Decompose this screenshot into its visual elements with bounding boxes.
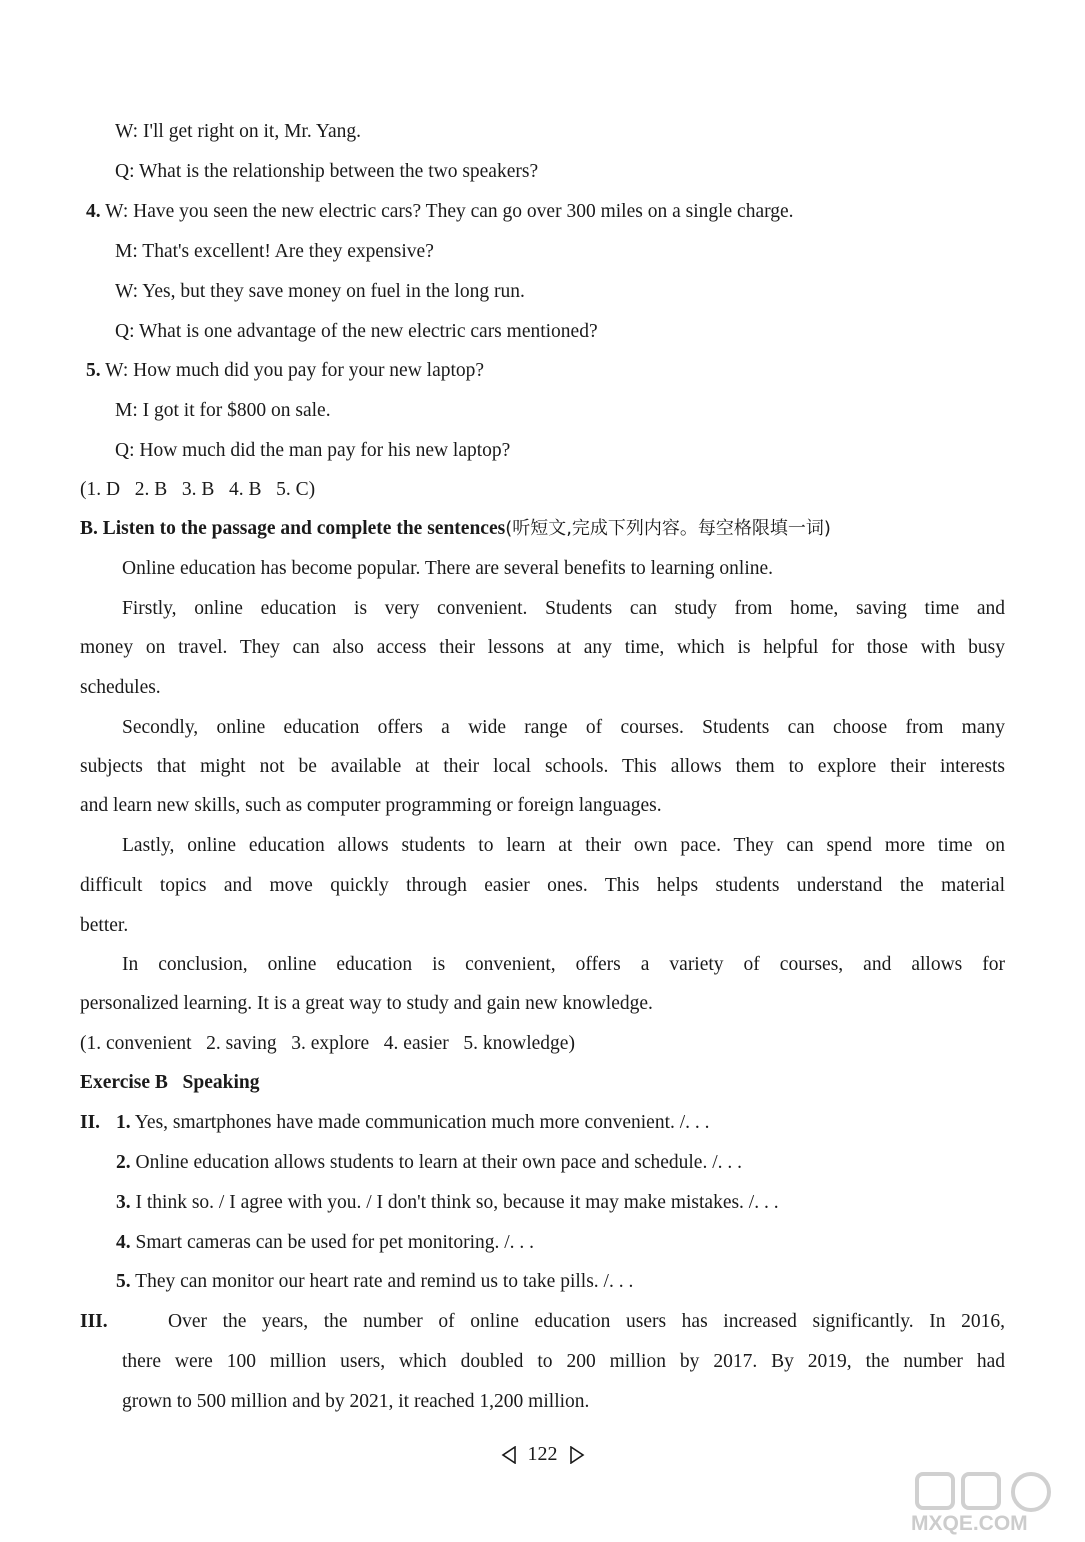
triangle-left-icon [501, 1446, 517, 1464]
page-number [0, 1442, 1085, 1466]
exercise-title: Exercise B Speaking [80, 1072, 260, 1093]
item-number: 5. [116, 1271, 131, 1292]
part-label: II. [80, 1112, 101, 1133]
dialogue-text: I got it for $800 on sale. [142, 400, 331, 421]
dialogue-text: What is the relationship between the two speakers? [139, 161, 539, 182]
dialogue-line [86, 200, 794, 224]
section-title: B. Listen to the passage and complete the sentences [80, 518, 506, 539]
watermark-text: MXQE.COM [911, 1512, 1028, 1535]
passage-line: money on travel. They can also access their lessons at any time, which is helpful for those with busy [80, 637, 1005, 658]
item-number: 1. [116, 1112, 131, 1133]
dialogue-line [86, 359, 484, 383]
watermark-logo [905, 1470, 1085, 1536]
passage-line: personalized learning. It is a great way to study and gain new knowledge. [80, 993, 653, 1014]
passage-line: Secondly, online education offers a wide range of courses. Students can choose from many [122, 717, 1005, 738]
answer-text: Online education allows students to learn at their own pace and schedule. /. . . [135, 1152, 742, 1173]
exercise-heading [80, 1071, 260, 1095]
section-heading [80, 517, 831, 541]
answer-item [116, 1231, 534, 1255]
dialogue-line [115, 399, 331, 423]
speaker-label: M: [115, 400, 138, 421]
speaker-label: Q: [115, 321, 135, 342]
answer-item [116, 1151, 742, 1175]
answer-item [116, 1191, 779, 1215]
dialogue-text: Yes, but they save money on fuel in the long run. [142, 281, 525, 302]
answer-text: Smart cameras can be used for pet monitoring. /. . . [135, 1232, 535, 1253]
passage-line: difficult topics and move quickly through easier ones. This helps students understand the material [80, 875, 1005, 896]
section-title-cn: (听短文,完成下列内容。每空格限填一词) [505, 518, 831, 539]
essay-line: there were 100 million users, which doubled to 200 million by 2017. By 2019, the number had [122, 1351, 1005, 1372]
passage-line: schedules. [80, 677, 161, 698]
speaker-label: Q: [115, 161, 135, 182]
answer-item [116, 1270, 633, 1294]
item-number: 2. [116, 1152, 131, 1173]
speaker-label: W: [105, 360, 129, 381]
dialogue-text: What is one advantage of the new electric cars mentioned? [139, 321, 598, 342]
speaker-label: Q: [115, 440, 135, 461]
dialogue-line [115, 160, 538, 184]
passage-line: and learn new skills, such as computer programming or foreign languages. [80, 795, 662, 816]
passage-line: Online education has become popular. There are several benefits to learning online. [122, 558, 774, 579]
dialogue-text: Have you seen the new electric cars? They can go over 300 miles on a single charge. [133, 201, 794, 222]
essay-line: Over the years, the number of online education users has increased significantly. In 2016, [168, 1311, 1005, 1332]
dialogue-line [115, 320, 598, 344]
passage-line: In conclusion, online education is convenient, offers a variety of courses, and allows for [122, 954, 1005, 975]
dialogue-text: How much did you pay for your new laptop? [133, 360, 485, 381]
speaker-label: M: [115, 241, 138, 262]
answer-key: (1. convenient 2. saving 3. explore 4. easier 5. knowledge) [80, 1033, 575, 1054]
passage-line: subjects that might not be available at their local schools. This allows them to explore their interests [80, 756, 1005, 777]
essay-line: grown to 500 million and by 2021, it reached 1,200 million. [122, 1391, 590, 1412]
passage-line: Lastly, online education allows students to learn at their own pace. They can spend more time on [122, 835, 1005, 856]
item-number: 4. [116, 1232, 131, 1253]
part-label: III. [80, 1311, 108, 1332]
item-number: 5. [86, 360, 101, 381]
dialogue-text: How much did the man pay for his new laptop? [139, 440, 511, 461]
item-number: 3. [116, 1192, 131, 1213]
dialogue-line [115, 240, 434, 264]
answer-text: They can monitor our heart rate and remind us to take pills. /. . . [135, 1271, 634, 1292]
speaker-label: W: [105, 201, 129, 222]
passage-line: better. [80, 915, 129, 936]
passage-line: Firstly, online education is very convenient. Students can study from home, saving time and [122, 598, 1005, 619]
answer-text: I think so. / I agree with you. / I don't think so, because it may make mistakes. /. . . [135, 1192, 779, 1213]
answer-text: Yes, smartphones have made communication much more convenient. /. . . [134, 1112, 710, 1133]
dialogue-line [115, 120, 361, 144]
page-number-text: 122 [527, 1443, 558, 1465]
answer-item [116, 1111, 710, 1135]
speaker-label: W: [115, 121, 139, 142]
triangle-right-icon [569, 1446, 585, 1464]
dialogue-line [115, 280, 525, 304]
speaker-label: W: [115, 281, 139, 302]
item-number: 4. [86, 201, 101, 222]
dialogue-text: That's excellent! Are they expensive? [142, 241, 434, 262]
answer-key: (1. D 2. B 3. B 4. B 5. C) [80, 479, 316, 500]
dialogue-line [115, 439, 510, 463]
dialogue-text: I'll get right on it, Mr. Yang. [142, 121, 362, 142]
